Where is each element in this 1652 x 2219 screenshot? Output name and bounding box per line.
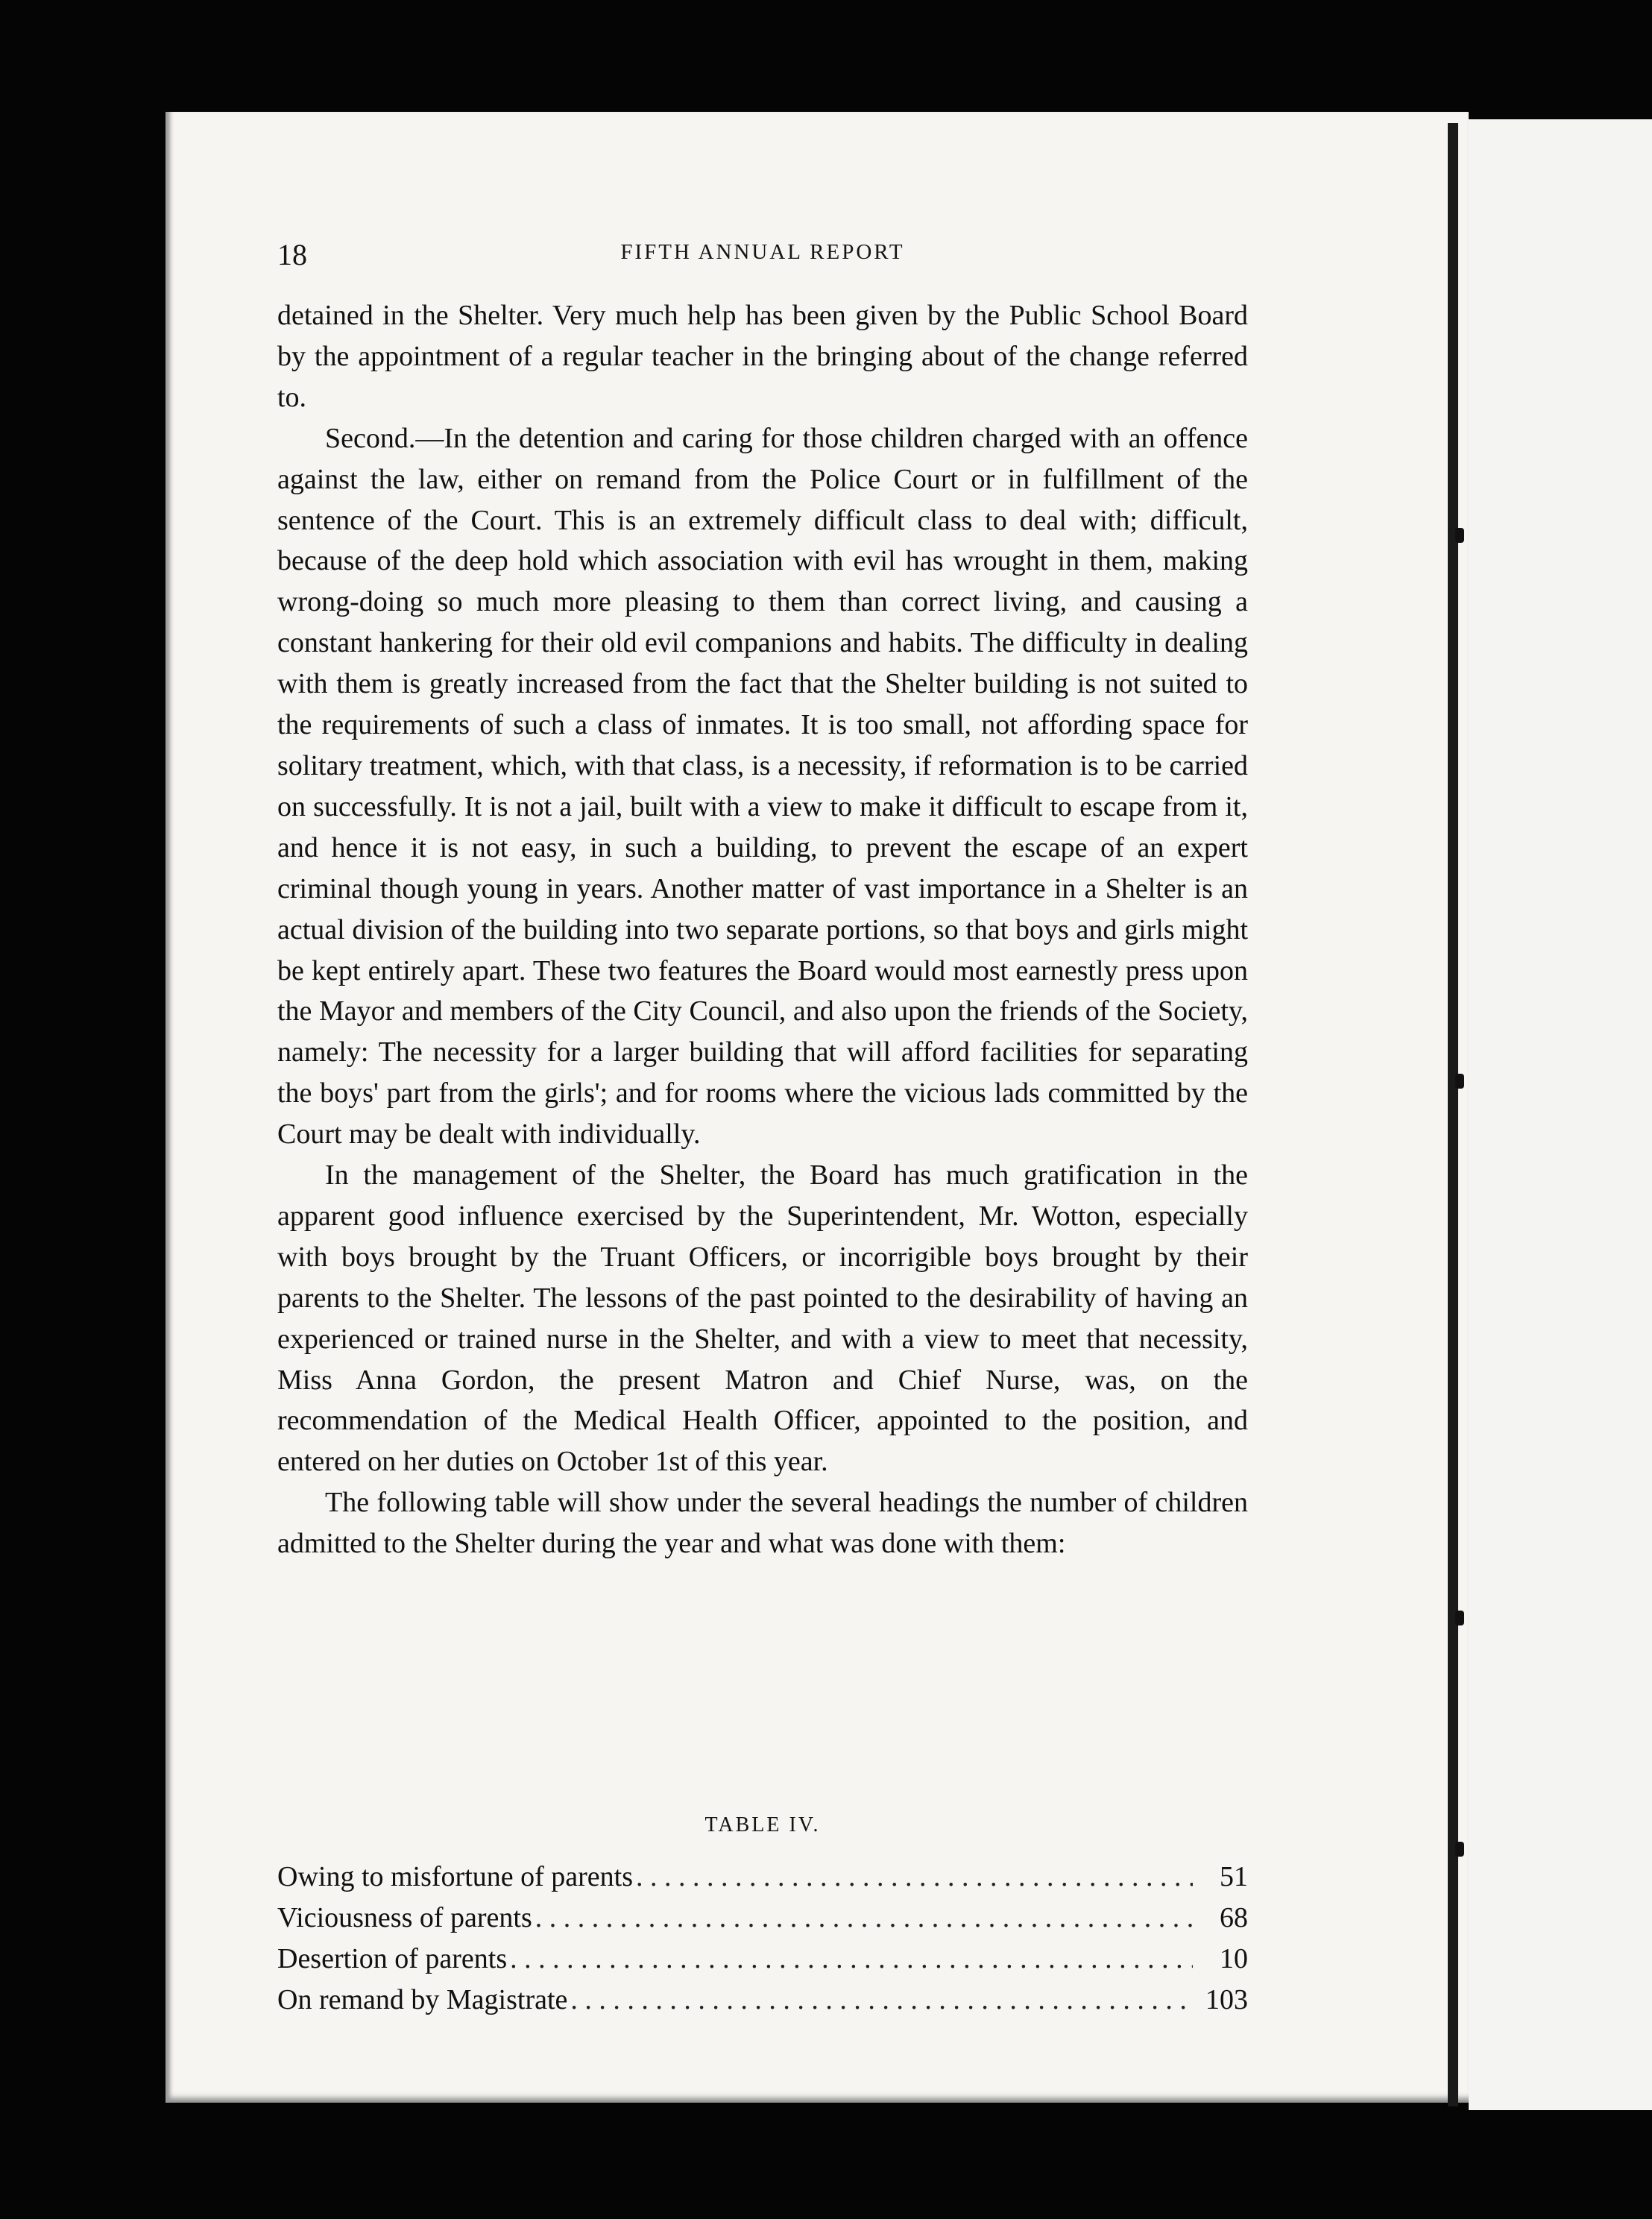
table-title: TABLE IV.: [704, 1813, 821, 1836]
paragraph: Second.—In the detention and caring for those children charged with an offence against the law, either on remand from the Police Court or in fulfillment of the sentence of the Court. This is an extremely difficult class to deal with; difficult, because of the deep hold which association with evil has wrought in them, making wrong-doing so much more pleasing to them than correct living, and causing a constant hankering for their old evil companions and habits. The difficulty in dealing with them is greatly increased from the fact that the Shelter building is not suited to the requirements of such a class of inmates. It is too small, not affording space for solitary treatment, which, with that class, is a necessity, if reformation is to be carried on successfully. It is not a jail, built with a view to make it difficult to escape from it, and hence it is not easy, in such a building, to prevent the escape of an expert criminal though young in years. Another matter of vast importance in a Shelter is an actual division of the building into two separate portions, so that boys and girls might be kept entirely apart. These two features the Board would most earnestly press upon the Mayor and members of the City Council, and also upon the friends of the Society, namely: The necessity for a larger building that will afford facilities for separating the boys' part from the girls'; and for rooms where the vicious lads committed by the Court may be dealt with individually.: [277, 422, 1248, 1151]
binding-thread-mark: [1455, 1842, 1464, 1857]
table-row: [277, 1898, 1248, 1939]
row-label: Owing to misfortune of parents: [277, 1861, 634, 1892]
binding-thread-mark: [1455, 1611, 1464, 1625]
table-row: [277, 1939, 1248, 1980]
binding-thread-mark: [1455, 1074, 1464, 1089]
row-value: 68: [1220, 1902, 1248, 1933]
paragraph: detained in the Shelter. Very much help has been given by the Public School Board by the appointment of a regular teacher in the bringing about of the change referred to.: [277, 300, 1248, 413]
body-text: [277, 295, 1248, 1564]
page-number: 18: [277, 238, 307, 271]
page-header: [277, 237, 1248, 271]
paragraph: In the management of the Shelter, the Board has much gratification in the apparent good influence exercised by the Superintendent, Mr. Wotton, especially with boys brought by the Truant Officers, or incorrigible boys brought by their parents to the Shelter. The lessons of the past pointed to the desirability of having an experienced or trained nurse in the Shelter, and with a view to meet that necessity, Miss Anna Gordon, the present Matron and Chief Nurse, was, on the recommendation of the Medical Health Officer, appointed to the position, and entered on her duties on October 1st of this year.: [277, 1159, 1248, 1478]
leader-dots: [570, 1980, 1193, 2021]
row-label: On remand by Magistrate: [277, 1984, 568, 2015]
leader-dots: [636, 1857, 1193, 1898]
row-label: Desertion of parents: [277, 1943, 508, 1974]
row-value: 10: [1220, 1943, 1248, 1974]
table-row: [277, 1980, 1248, 2021]
running-title: FIFTH ANNUAL REPORT: [620, 240, 905, 264]
row-value: 103: [1205, 1984, 1248, 2015]
table-row: [277, 1857, 1248, 1898]
row-label: Viciousness of parents: [277, 1902, 532, 1933]
leader-dots: [510, 1939, 1193, 1980]
row-value: 51: [1220, 1861, 1248, 1892]
right-page-edge: [1469, 119, 1652, 2110]
paragraph: The following table will show under the several headings the number of children admitted to the Shelter during the year and what was done with them:: [277, 1487, 1248, 1560]
binding-thread-mark: [1455, 528, 1464, 543]
book-gutter: [1448, 123, 1458, 2106]
leader-dots: [535, 1898, 1193, 1939]
table-iv: [277, 1857, 1248, 2021]
